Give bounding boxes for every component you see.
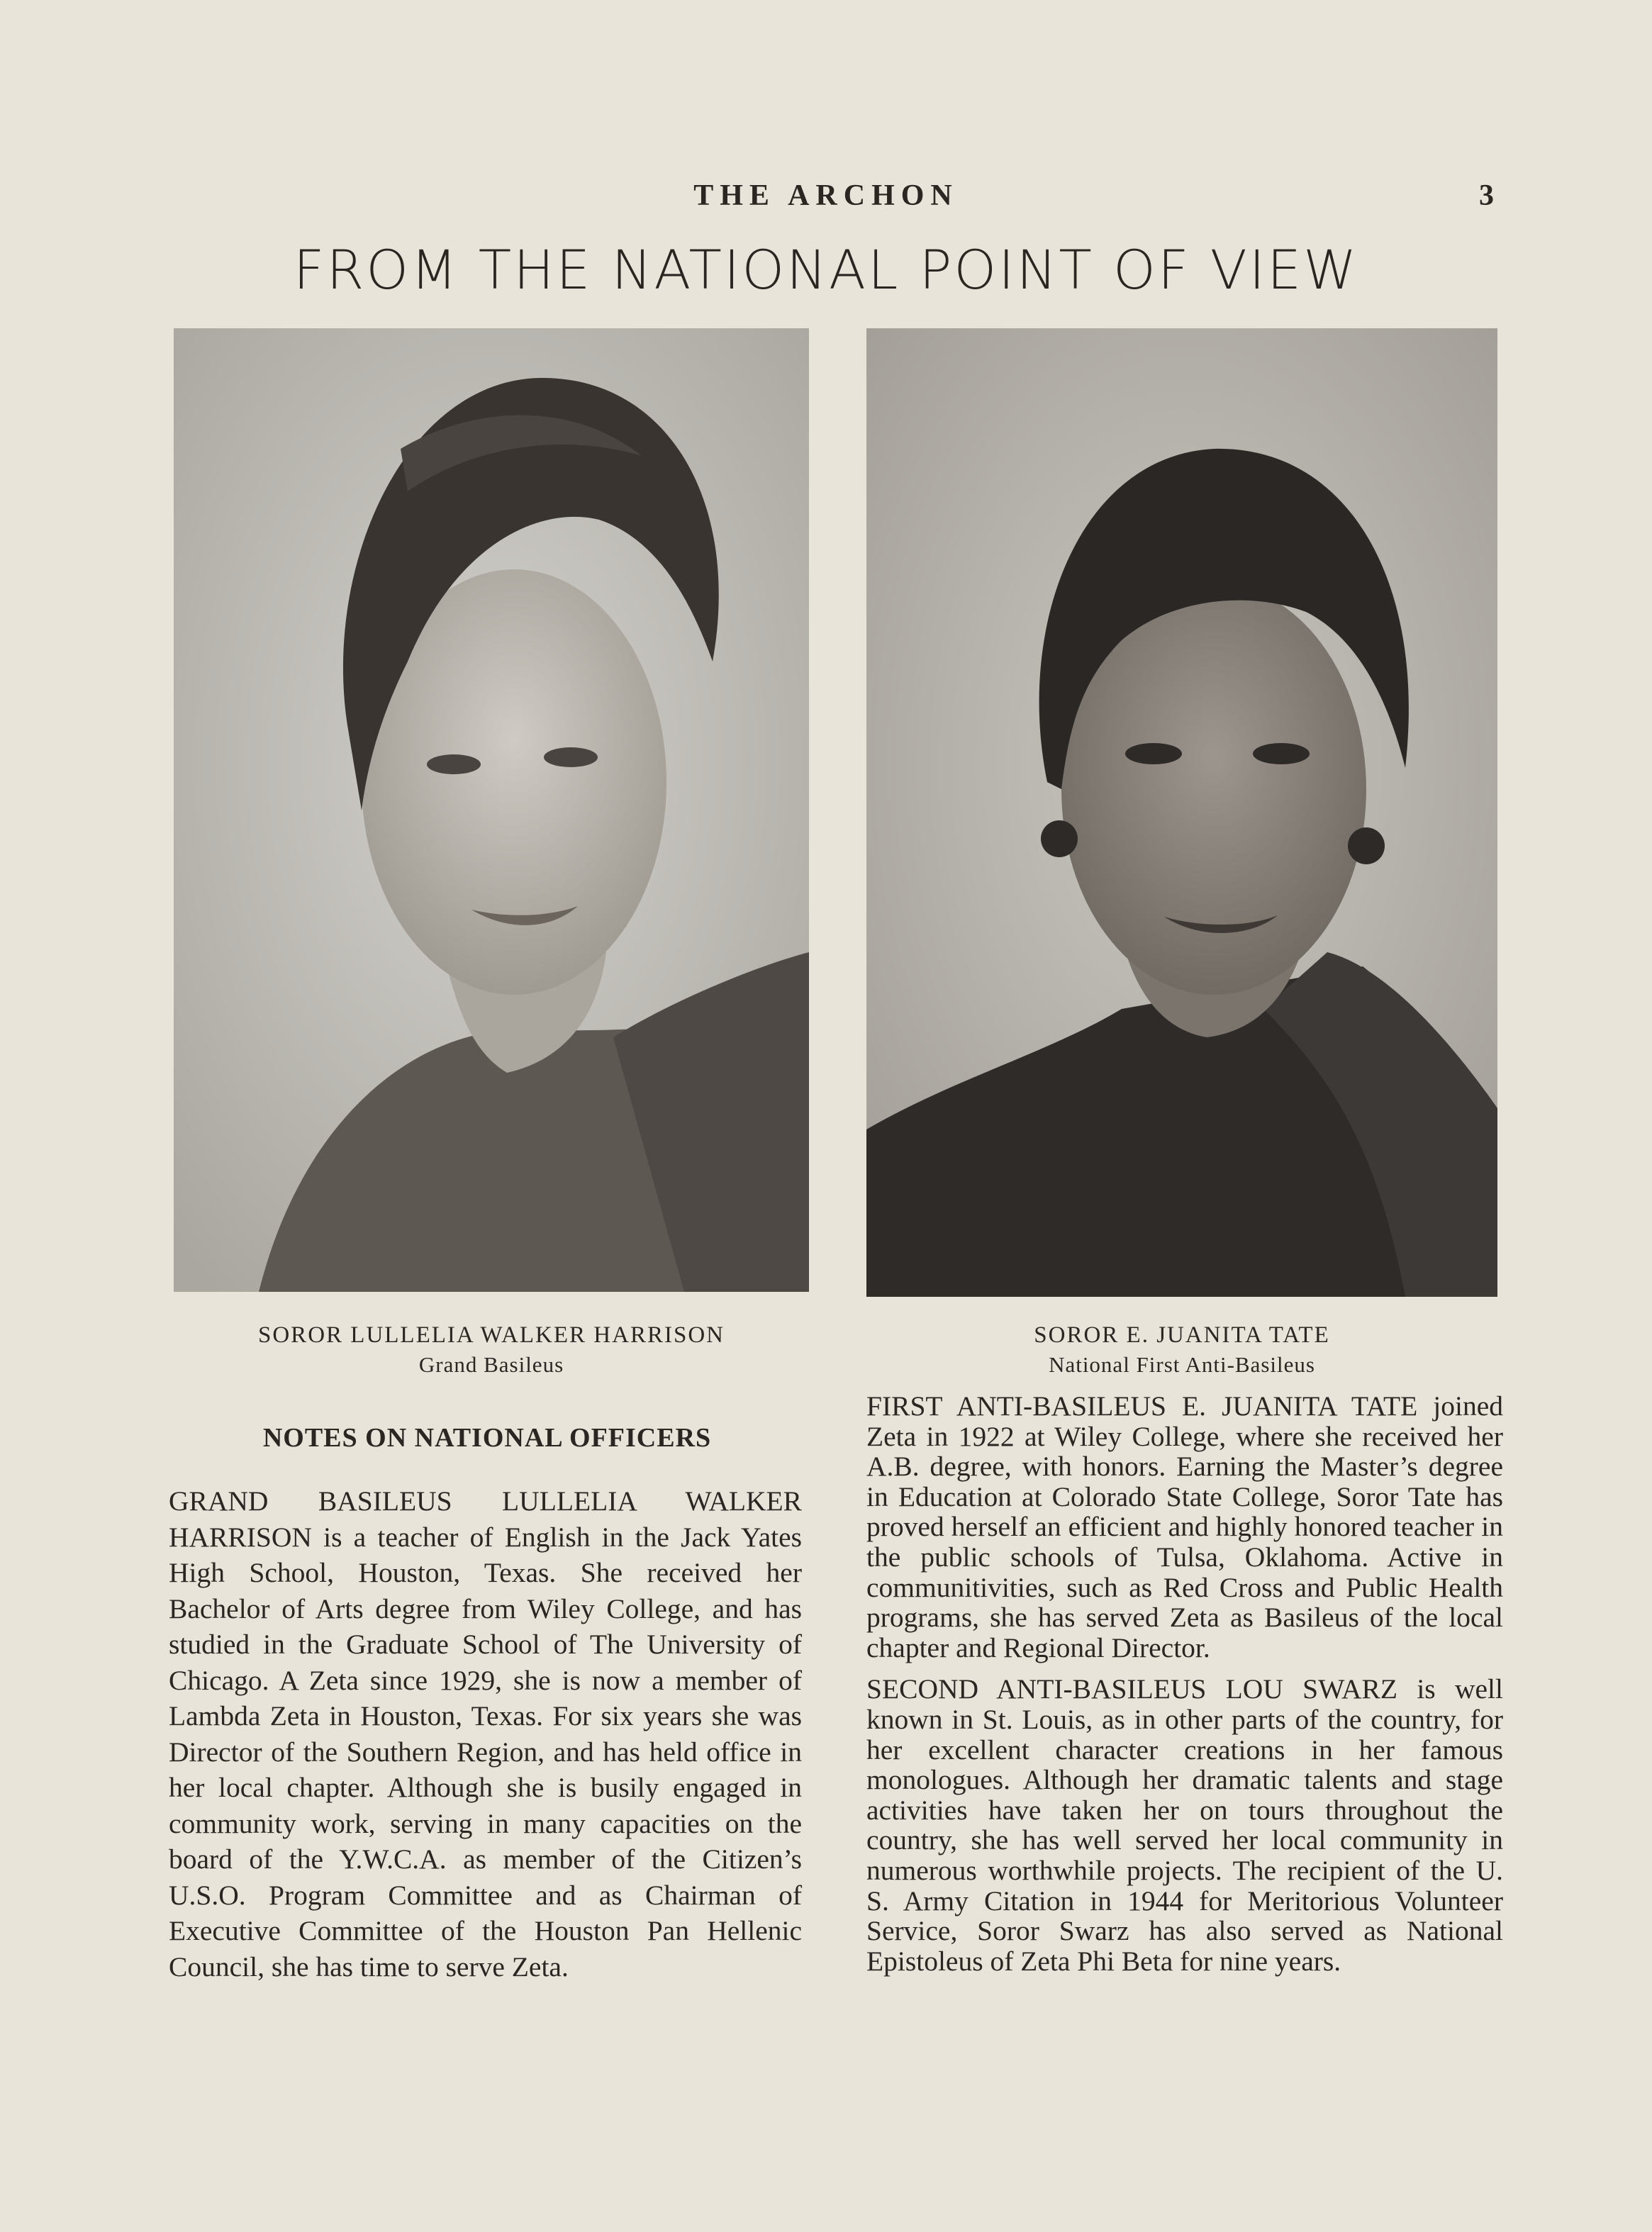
caption-name: SOROR LULLELIA WALKER HARRISON	[258, 1322, 725, 1348]
caption-name: SOROR E. JUANITA TATE	[1034, 1322, 1330, 1348]
paragraph-tate: FIRST ANTI-BASILEUS E. JUANITA TATE joined Zeta in 1922 at Wiley College, where she received her A.B. degree, with honors. Earning the Master’s degree in Education at Colorado State College, Soror Tate has proved herself an efficient and highly honored teacher in the public schools of Tulsa, Oklahoma. Active in communitivities, such as Red Cross and Public Health programs, she has served Zeta as Basileus of the local chapter and Regional Director.	[866, 1390, 1503, 1663]
article-column-right	[866, 1391, 1503, 1976]
page-number: 3	[1479, 179, 1494, 212]
section-heading: NOTES ON NATIONAL OFFICERS	[262, 1423, 712, 1453]
portrait-photo-harrison	[174, 328, 809, 1292]
portrait-photo-tate	[866, 328, 1497, 1297]
paragraph-harrison: GRAND BASILEUS LULLELIA WALKER HARRISON is a teacher of English in the Jack Yates High School, Houston, Texas. She received her Bachelor of Arts degree from Wiley College, and has studied in the Graduate School of The University of Chicago. A Zeta since 1929, she is now a member of Lambda Zeta in Houston, Texas. For six years she was Director of the Southern Region, and has held office in her local chapter. Although she is busily engaged in community work, serving in many capacities on the board of the Y.W.C.A. as member of the Citizen’s U.S.O. Program Committee and as Chairman of Executive Committee of the Houston Pan Hellenic Council, she has time to serve Zeta.	[169, 1485, 802, 1982]
caption-harrison	[174, 1320, 809, 1380]
caption-tate	[866, 1320, 1497, 1380]
caption-role: Grand Basileus	[418, 1352, 564, 1377]
caption-role: National First Anti-Basileus	[1049, 1352, 1315, 1377]
page-title: FROM THE NATIONAL POINT OF VIEW	[293, 238, 1359, 301]
article-column-left	[169, 1483, 802, 1985]
publication-name: THE ARCHON	[693, 179, 959, 212]
paragraph-swarz: SECOND ANTI-BASILEUS LOU SWARZ is well known in St. Louis, as in other parts of the country, for her excellent character creations in her famous monologues. Although her dramatic talents and stage activities have taken her on tours throughout the country, she has well served her local community in numerous worthwhile projects. The recipient of the U. S. Army Citation in 1944 for Meritorious Volunteer Service, Soror Swarz has also served as National Epistoleus of Zeta Phi Beta for nine years.	[866, 1673, 1503, 1977]
